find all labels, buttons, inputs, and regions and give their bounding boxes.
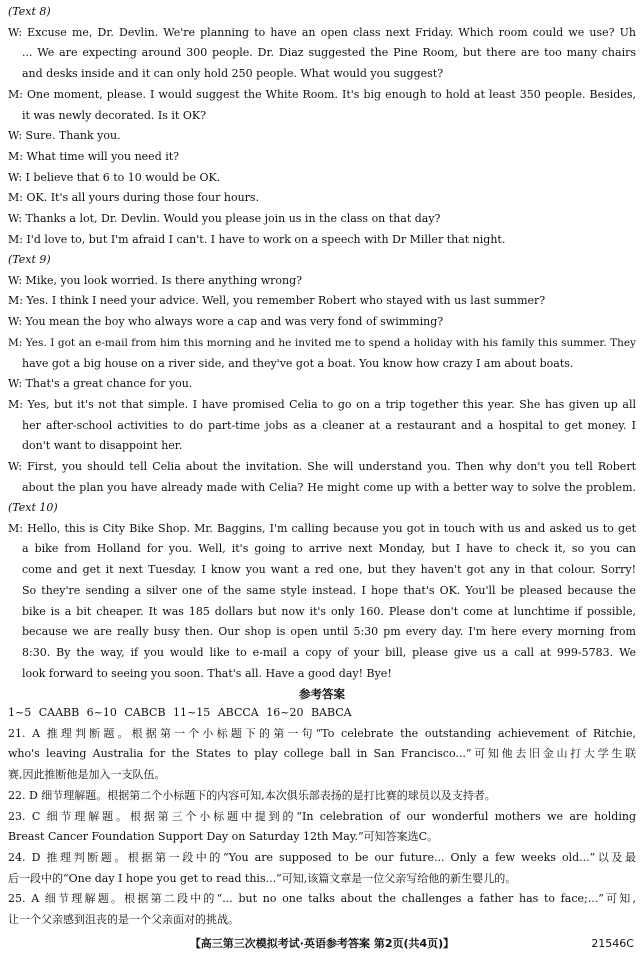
answer-line: 后一段中的“One day I hope you get to read this...”可知,该篇文章是一位父亲写给他的新生婴儿的。: [8, 871, 517, 885]
dialogue-line: and desks inside and it can only hold 250 people. What would you suggest?: [22, 67, 444, 81]
dialogue-line: W: You mean the boy who always wore a cap and was very fond of swimming?: [8, 315, 444, 329]
dialogue-line: ... We are expecting around 300 people. Dr. Diaz suggested the Pine Room, but there are too many chairs: [22, 46, 636, 60]
dialogue-line: have got a big house on a river side, and they've got a boat. You know how crazy I am about boats.: [22, 356, 574, 370]
dialogue-line: W: Excuse me, Dr. Devlin. We're planning to have an open class next Friday. Which room could we use? Uh: [8, 25, 636, 39]
text9-section: [8, 250, 636, 498]
dialogue-line: a bike from Holland for you. Well, it's going to arrive next Monday, but I have to check it, so you can: [22, 542, 636, 556]
footer-title: 【高三第三次模拟考试·英语参考答案 第2页(共4页)】: [189, 937, 455, 950]
answer-line: 24. D 推理判断题。根据第一段中的“You are supposed to be our future... Only a few weeks old...”以及最: [8, 850, 636, 864]
answer-line: 25. A 细节理解题。根据第二段中的“... but no one talks about the challenges a father has to face;...”可知,: [8, 892, 636, 906]
dialogue-line: her after-school activities to do part-time jobs as a cleaner at a restaurant and a hospital to get money. I: [22, 418, 636, 432]
dialogue-line: M: I'd love to, but I'm afraid I can't. I have to work on a speech with Dr Miller that night.: [8, 232, 506, 246]
answer-line: 23. C 细节理解题。根据第三个小标题中提到的“In celebration of our wonderful mothers we are holding: [8, 809, 636, 823]
dialogue-line: W: That's a great chance for you.: [8, 377, 193, 391]
dialogue-line: 8:30. By the way, if you would like to e-mail a copy of your bill, please give us a call at 999-5783. We: [22, 645, 636, 659]
dialogue-line: M: Hello, this is City Bike Shop. Mr. Baggins, I'm calling because you got in touch with us and asked us to get: [8, 521, 636, 535]
dialogue-line: M: OK. It's all yours during those four hours.: [8, 191, 260, 205]
text10-label: (Text 10): [8, 501, 58, 514]
dialogue-line: look forward to seeing you soon. That's all. Have a good day! Bye!: [22, 666, 392, 680]
answer-line: 22. D 细节理解题。根据第二个小标题下的内容可知,本次俱乐部表扬的是打比赛的球员以及支持者。: [8, 788, 496, 802]
answer-line: Breast Cancer Foundation Support Day on Saturday 12th May.”可知答案选C。: [8, 830, 439, 844]
answer-summary: 1~5 CAABB 6~10 CABCB 11~15 ABCCA 16~20 BABCA: [8, 706, 352, 719]
dialogue-line: because we are really busy then. Our shop is open until 5:30 pm every day. I'm here every morning from: [22, 625, 636, 639]
answer-line: 赛,因此推断他是加入一支队伍。: [8, 768, 166, 782]
dialogue-line: W: Mike, you look worried. Is there anything wrong?: [8, 273, 303, 287]
footer-code: 21546C: [591, 937, 634, 950]
dialogue-line: M: What time will you need it?: [8, 149, 180, 163]
text10-section: [8, 498, 636, 684]
dialogue-line: about the plan you have already made with Celia? He might come up with a better way to solve the problem.: [22, 480, 636, 494]
dialogue-line: come and get it next Tuesday. I know you want a red one, but they haven't got any in that colour. Sorry!: [22, 563, 636, 577]
dialogue-line: bike is a bit cheaper. It was 185 dollars but now it's only 160. Please don't come at lunchtime if possible,: [22, 604, 636, 618]
dialogue-line: M: Yes, but it's not that simple. I have promised Celia to go on a trip together this year. She has given up all: [8, 397, 636, 411]
dialogue-line: So they're sending a silver one of the same style instead. I hope that's OK. You'll be pleased because the: [22, 583, 636, 597]
dialogue-line: W: I believe that 6 to 10 would be OK.: [8, 170, 221, 184]
dialogue-line: M: Yes. I think I need your advice. Well, you remember Robert who stayed with us last summer?: [8, 294, 546, 308]
text8-section: [8, 2, 636, 250]
dialogue-line: M: Yes. I got an e-mail from him this morning and he invited me to spend a holiday with his family this summer. They: [8, 336, 636, 349]
dialogue-line: it was newly decorated. Is it OK?: [22, 108, 206, 122]
dialogue-line: don't want to disappoint her.: [22, 439, 183, 453]
dialogue-line: W: Sure. Thank you.: [8, 129, 121, 143]
dialogue-line: W: First, you should tell Celia about the invitation. She will understand you. Then why don't you tell Robert: [8, 460, 636, 474]
dialogue-line: W: Thanks a lot, Dr. Devlin. Would you please join us in the class on that day?: [8, 212, 441, 226]
text8-label: (Text 8): [8, 5, 51, 18]
answer-line: 让一个父亲感到沮丧的是一个父亲面对的挑战。: [8, 913, 239, 927]
answer-line: 21. A 推理判断题。根据第一个小标题下的第一句“To celebrate the outstanding achievement of Ritchie,: [8, 726, 636, 740]
dialogue-line: M: One moment, please. I would suggest the White Room. It's big enough to hold at least 350 people. Besides,: [8, 87, 636, 101]
text9-label: (Text 9): [8, 253, 51, 266]
answer-key-title: 参考答案: [299, 687, 345, 701]
answer-section: [8, 703, 636, 931]
answer-line: who's leaving Australia for the States to play college ball in San Francisco...”可知他去旧金山打大学生联: [8, 747, 636, 761]
